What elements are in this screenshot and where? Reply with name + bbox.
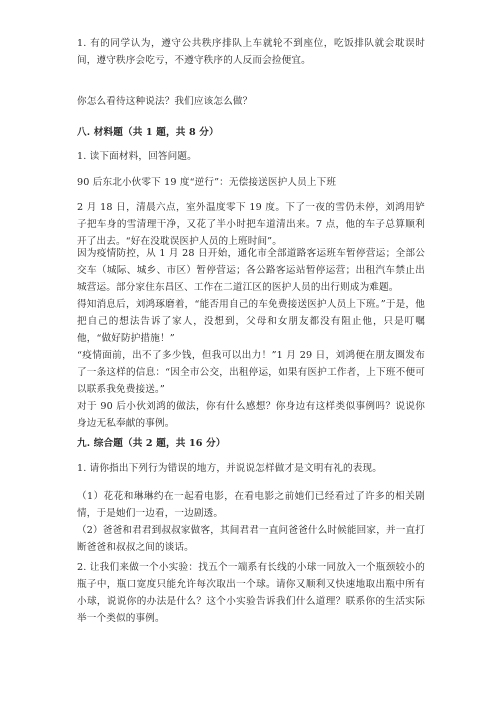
section-9-question-1-item-2: （2）爸爸和君君到叔叔家做客，其间君君一直问爸爸什么时候能回家，并一直打断爸爸和叔叔之间的谈话。 (77, 525, 425, 553)
section-9-heading: 九. 综合题（共 2 题，共 16 分） (77, 438, 226, 449)
section-8-question: 对于 90 后小伙刘鸿的做法，你有什么感想？你身边有这样类似事例吗？说说你身边无私奉献的事例。 (77, 401, 425, 429)
section-8-heading: 八. 材料题（共 1 题，共 8 分） (77, 127, 219, 138)
article-paragraph-3: 得知消息后，刘鸿琢磨着，“能否用自己的车免费接送医护人员上下班。”于是，他把自己的想法告诉了家人，没想到，父母和女朋友都没有阻止他，只是叮嘱他，“做好防护措施！” (77, 299, 425, 344)
section-9-question-1-item-1: （1）花花和琳琳约在一起看电影，在看电影之前她们已经看过了许多的相关剧情，于是她们一边看，一边剧透。 (77, 491, 425, 519)
section-9-question-2: 2. 让我们来做一个小实验：找五个一端系有长线的小球一同放入一个瓶颈较小的瓶子中，瓶口宽度只能允许每次取出一个球。请你又顺利又快速地取出瓶中所有小球，说说你的办法是什么？这个小实验告诉我们什么道理？联系你的生活实际举一个类似的事例。 (77, 562, 425, 624)
article-paragraph-2: 因为疫情防控，从 1 月 28 日开始，通化市全部道路客运班车暂停营运；全部公交车（城际、城乡、市区）暂停营运；各公路客运站暂停运营；出租汽车禁止出城营运。部分家住东昌区、工作在二道江区的医护人员的出行则成为难题。 (77, 248, 425, 293)
article-paragraph-4: “疫情面前，出不了多少钱，但我可以出力！”1 月 29 日，刘鸿便在朋友圈发布了一条这样的信息：“因全市公交，出租停运，如果有医护工作者，上下班不便可以联系我免费接送。” (77, 350, 425, 395)
question-1-text: 1. 有的同学认为，遵守公共秩序排队上车就轮不到座位，吃饭排队就会耽误时间，遵守秩序会吃亏，不遵守秩序的人反而会捡便宜。 (77, 38, 425, 66)
article-title: 90 后东北小伙零下 19 度“逆行”：无偿接送医护人员上下班 (77, 177, 337, 188)
section-9-question-1: 1. 请你指出下列行为错误的地方，并说说怎样做才是文明有礼的表现。 (77, 463, 382, 474)
question-1-ask: 你怎么看待这种说法？我们应该怎么做？ (77, 96, 253, 107)
article-paragraph-1: 2 月 18 日，清晨六点，室外温度零下 19 度。下了一夜的雪仍未停，刘鸿用铲子把车身的雪清理干净，又花了半小时把车道清出来。7 点，他的车子总算顺利开了出去。“好在没耽误医护人员的上班时间”。 (77, 202, 425, 247)
section-8-instruction: 1. 读下面材料，回答问题。 (77, 151, 197, 162)
